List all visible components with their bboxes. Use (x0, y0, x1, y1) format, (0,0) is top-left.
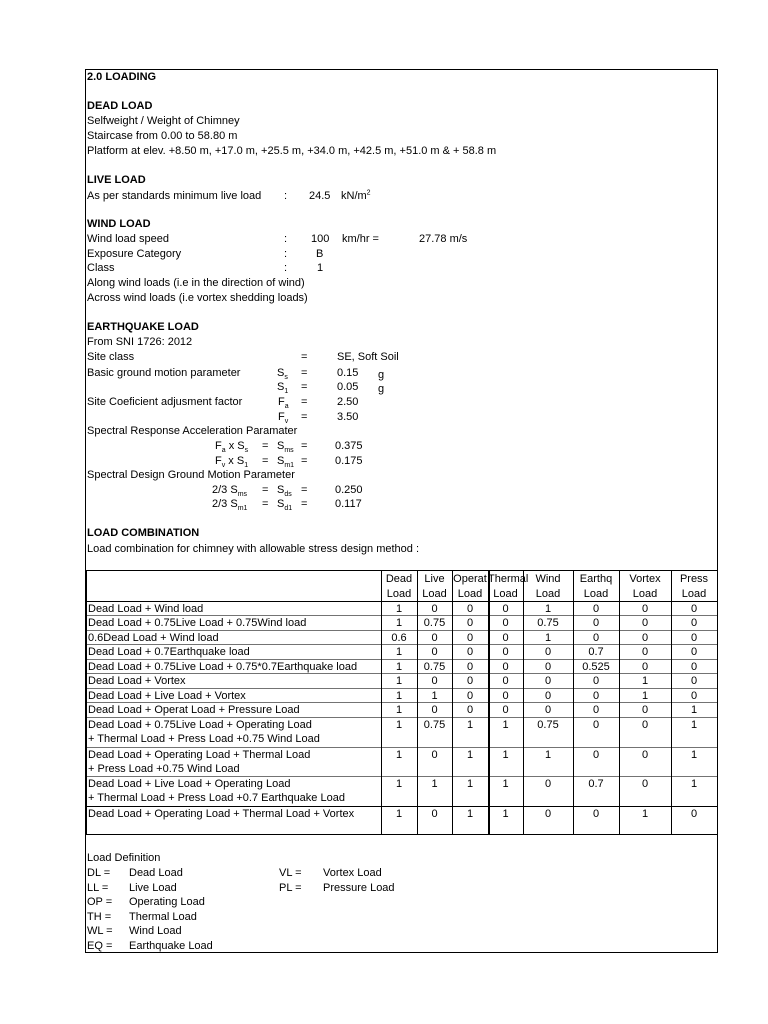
table-cell: 0 (690, 603, 698, 615)
table-cell: 0.7 (588, 778, 604, 790)
ss-symbol: $S_s$ (277, 367, 288, 382)
load-combination-heading: LOAD COMBINATION (87, 527, 200, 539)
exposure-label: Exposure Category (87, 248, 182, 260)
row-label: Dead Load + 0.75Live Load + 0.75*0.7Earthquake load (88, 661, 358, 673)
definition-abbr: TH = (87, 910, 112, 923)
sm1-eq1: = (262, 455, 269, 467)
section-title: 2.0 LOADING (87, 71, 157, 83)
table-cell: 0 (690, 808, 698, 820)
column-header: Load (535, 588, 561, 600)
wind-speed-value: 100 (311, 233, 330, 245)
table-cell: 1 (395, 646, 403, 658)
table-cell: 0 (431, 749, 438, 761)
dead-load-line: Platform at elev. +8.50 m, +17.0 m, +25.5 m, +34.0 m, +42.5 m, +51.0 m & + 58.8 m (87, 145, 497, 157)
table-cell: 0 (592, 632, 600, 644)
table-cell: 1 (395, 617, 403, 629)
column-header: Load (493, 588, 518, 600)
table-cell: 1 (690, 778, 698, 790)
table-cell: 0 (544, 661, 552, 673)
wind-speed-unit: km/hr = (342, 233, 379, 245)
table-cell: 0 (592, 603, 600, 615)
dead-load-line: Selfweight / Weight of Chimney (87, 115, 240, 127)
sds-value: 0.250 (335, 484, 363, 496)
row-label: Dead Load + 0.75Live Load + Operating Load (88, 719, 312, 731)
table-cell: 1 (544, 632, 552, 644)
table-cell: 1 (544, 603, 552, 615)
table-cell: 1 (395, 603, 403, 615)
definition-abbr: EQ = (87, 940, 113, 952)
table-cell: 0 (690, 632, 698, 644)
definition-name: Dead Load (129, 867, 183, 879)
sms-eq1: = (262, 440, 269, 452)
table-cell: 0 (641, 719, 649, 731)
table-cell: 0.75 (423, 617, 446, 629)
table-cell: 0 (502, 603, 509, 615)
class-value: 1 (317, 262, 324, 274)
sm1-eq2: = (301, 455, 308, 467)
bgmp-label: Basic ground motion parameter (87, 367, 241, 379)
definition-abbr: PL = (279, 881, 302, 894)
s1-symbol: $S_1$ (277, 381, 289, 396)
column-header: Vortex (629, 573, 661, 585)
table-cell: 0.6 (391, 632, 407, 644)
exposure-value: B (316, 248, 324, 260)
table-cell: 0 (544, 690, 552, 702)
table-cell: 1 (502, 749, 509, 761)
exposure-colon: : (284, 248, 288, 260)
table-cell: 1 (395, 749, 403, 761)
sms-symbol: $S_{ms}$ (277, 440, 294, 455)
table-cell: 0.75 (537, 617, 559, 629)
fa-eq: = (301, 396, 308, 408)
definition-name: Live Load (129, 881, 177, 894)
row-label: Dead Load + Wind load (88, 603, 204, 615)
ss-unit: g (378, 369, 385, 381)
table-cell: 0 (544, 646, 552, 658)
row-label: Dead Load + Operat Load + Pressure Load (88, 704, 300, 716)
table-cell: 0 (592, 690, 600, 702)
table-cell: 0 (431, 603, 438, 615)
column-header: Load (457, 588, 483, 600)
load-combination-description: Load combination for chimney with allowable stress design method : (87, 543, 420, 555)
table-cell: 0.525 (582, 661, 610, 673)
live-load-colon: : (284, 190, 288, 202)
definition-abbr: LL = (87, 881, 109, 894)
table-cell: 0 (641, 603, 649, 615)
table-cell: 0 (502, 661, 509, 673)
definition-abbr: VL = (279, 867, 302, 879)
table-cell: 0 (466, 646, 474, 658)
column-header: Load (386, 588, 412, 600)
table-cell: 0.75 (423, 661, 446, 673)
table-cell: 0 (544, 808, 552, 820)
definition-abbr: WL = (87, 925, 113, 938)
table-cell: 0 (466, 617, 474, 629)
table-cell: 0 (690, 617, 698, 629)
table-cell: 1 (395, 661, 403, 673)
row-label: Dead Load + Vortex (88, 675, 186, 687)
table-cell: 0 (466, 603, 474, 615)
table-cell: 0 (502, 646, 509, 658)
table-cell: 0.75 (423, 719, 446, 731)
table-cell: 0 (466, 632, 474, 644)
s1-eq: = (301, 381, 308, 393)
fv-value: 3.50 (337, 411, 359, 423)
row-label: Dead Load + 0.75Live Load + 0.75Wind load (88, 617, 307, 629)
fv-symbol: $F_v$ (278, 411, 289, 426)
srap-label: Spectral Response Acceleration Paramater (87, 425, 298, 437)
table-cell: 1 (466, 808, 474, 820)
table-cell: 1 (395, 675, 403, 687)
table-cell: 0 (502, 632, 509, 644)
along-wind-text: Along wind loads (i.e in the direction of wind) (87, 277, 305, 289)
table-cell: 1 (502, 778, 509, 790)
sca-label: Site Coeficient adjusment factor (87, 396, 243, 408)
sd1-eq1: = (262, 498, 269, 510)
table-cell: 0 (502, 690, 509, 702)
sm1-value: 0.175 (335, 455, 363, 467)
row-label: Dead Load + 0.7Earthquake load (88, 646, 250, 658)
sd1-value: 0.117 (335, 498, 362, 510)
table-cell: 1 (395, 719, 403, 731)
wind-load-heading: WIND LOAD (87, 218, 151, 230)
column-header: Load (583, 588, 609, 600)
table-cell: 0 (544, 704, 552, 716)
class-label: Class (87, 262, 115, 274)
table-cell: 0 (431, 632, 438, 644)
sd1-symbol: $S_{d1}$ (277, 498, 293, 513)
table-cell: 0 (641, 617, 649, 629)
column-header: Press (679, 573, 709, 585)
sm1-expression: $F_v$ x $S_1$ (215, 455, 249, 470)
column-header: Wind (535, 573, 561, 585)
table-cell: 1 (466, 719, 474, 731)
table-cell: 0 (641, 778, 649, 790)
sds-eq2: = (301, 484, 308, 496)
table-cell: 1 (395, 704, 403, 716)
table-cell: 1 (641, 675, 649, 687)
ss-value: 0.15 (337, 367, 359, 379)
table-cell: 0 (690, 690, 698, 702)
table-cell: 1 (641, 808, 649, 820)
table-cell: 1 (544, 749, 552, 761)
table-cell: 1 (431, 690, 438, 702)
table-cell: 0 (502, 704, 509, 716)
table-column-rule (717, 570, 718, 834)
table-cell: 1 (395, 690, 403, 702)
sm1-symbol: $S_{m1}$ (277, 455, 295, 470)
row-label: Dead Load + Operating Load + Thermal Load (88, 749, 311, 761)
definition-name: Vortex Load (323, 867, 382, 879)
table-cell: 0 (431, 704, 438, 716)
table-cell: 1 (690, 719, 698, 731)
table-cell: 1 (395, 808, 403, 820)
earthquake-heading: EARTHQUAKE LOAD (87, 321, 199, 333)
table-rule (86, 570, 717, 571)
table-cell: 0 (592, 719, 600, 731)
column-header: Load (422, 588, 447, 600)
table-cell: 0 (544, 778, 552, 790)
table-cell: 0 (431, 808, 438, 820)
column-header: Load (632, 588, 658, 600)
table-cell: 1 (431, 778, 438, 790)
row-label: Dead Load + Operating Load + Thermal Load + Vortex (88, 808, 355, 820)
definition-name: Operating Load (129, 896, 205, 909)
table-cell: 0 (641, 661, 649, 673)
dead-load-line: Staircase from 0.00 to 58.80 m (87, 130, 238, 142)
live-load-label: As per standards minimum live load (87, 190, 262, 202)
s1-unit: g (378, 383, 385, 395)
row-label: + Thermal Load + Press Load +0.7 Earthquake Load (88, 792, 345, 804)
table-cell: 0 (592, 808, 600, 820)
class-colon: : (284, 262, 288, 274)
table-cell: 0 (466, 675, 474, 687)
table-cell: 0 (690, 675, 698, 687)
table-cell: 0.7 (588, 646, 604, 658)
fa-value: 2.50 (337, 396, 359, 408)
across-wind-text: Across wind loads (i.e vortex shedding loads) (87, 292, 308, 304)
definition-abbr: OP = (87, 896, 113, 909)
fv-eq: = (301, 411, 308, 423)
site-class-value: SE, Soft Soil (337, 351, 399, 363)
column-header: Dead (385, 573, 413, 585)
table-cell: 1 (502, 719, 509, 731)
sdgmp-label: Spectral Design Ground Motion Parameter (87, 469, 295, 481)
table-cell: 0 (592, 704, 600, 716)
table-cell: 1 (466, 778, 474, 790)
live-load-unit: $kN/m^2$ (341, 189, 371, 202)
row-label: + Press Load +0.75 Wind Load (88, 763, 240, 775)
table-cell: 0 (641, 632, 649, 644)
table-cell: 0 (641, 646, 649, 658)
table-cell: 0 (466, 661, 474, 673)
table-cell: 1 (641, 690, 649, 702)
table-cell: 1 (502, 808, 509, 820)
table-cell: 1 (466, 749, 474, 761)
s1-value: 0.05 (337, 381, 359, 393)
sds-eq1: = (262, 484, 269, 496)
table-cell: 0 (544, 675, 552, 687)
table-cell: 1 (395, 778, 403, 790)
ss-eq: = (301, 367, 308, 379)
definition-name: Wind Load (129, 925, 182, 938)
table-cell: 0 (592, 617, 600, 629)
row-label: + Thermal Load + Press Load +0.75 Wind Load (88, 733, 320, 745)
table-cell: 0 (466, 704, 474, 716)
table-cell: 0 (641, 749, 649, 761)
wind-speed-colon: : (284, 233, 288, 245)
sd1-eq2: = (301, 498, 308, 510)
table-cell: 1 (690, 749, 698, 761)
site-class-eq: = (301, 351, 308, 363)
table-cell: 0.75 (537, 719, 559, 731)
table-cell: 0 (466, 690, 474, 702)
fa-symbol: $F_a$ (278, 396, 289, 411)
load-definition-heading: Load Definition (87, 852, 161, 864)
table-cell: 0 (690, 646, 698, 658)
earthquake-source: From SNI 1726: 2012 (87, 336, 193, 348)
row-label: 0.6Dead Load + Wind load (88, 632, 219, 644)
wind-speed-ms: 27.78 m/s (419, 233, 468, 245)
sds-expression: 2/3 $S_{ms}$ (212, 484, 248, 499)
table-column-rule (86, 570, 87, 834)
sms-expression: $F_a$ x $S_s$ (215, 440, 249, 455)
load-combination-table (86, 570, 717, 834)
site-class-label: Site class (87, 351, 135, 363)
table-rule (86, 834, 717, 835)
row-label: Dead Load + Live Load + Operating Load (88, 778, 291, 790)
table-cell: 0 (592, 749, 600, 761)
wind-speed-label: Wind load speed (87, 233, 169, 245)
sms-value: 0.375 (335, 440, 363, 452)
table-cell: 0 (641, 704, 649, 716)
table-cell: 0 (502, 675, 509, 687)
column-header: Live (424, 573, 445, 585)
table-cell: 0 (592, 675, 600, 687)
live-load-value: 24.5 (309, 190, 331, 202)
table-cell: 0 (431, 675, 438, 687)
sms-eq2: = (301, 440, 308, 452)
column-header: Thermal (488, 573, 529, 585)
definition-name: Pressure Load (323, 881, 395, 894)
live-load-heading: LIVE LOAD (87, 174, 146, 186)
dead-load-heading: DEAD LOAD (87, 100, 153, 112)
table-cell: 1 (690, 704, 698, 716)
column-header: Earthq (579, 573, 613, 585)
sds-symbol: $S_{ds}$ (277, 484, 292, 499)
column-header: Operat (453, 573, 487, 585)
definition-name: Thermal Load (129, 910, 197, 923)
column-header: Load (681, 588, 707, 600)
table-cell: 0 (690, 661, 698, 673)
definition-name: Earthquake Load (129, 940, 213, 952)
table-cell: 0 (502, 617, 509, 629)
definition-abbr: DL = (87, 867, 111, 879)
row-label: Dead Load + Live Load + Vortex (88, 690, 246, 702)
sd1-expression: 2/3 $S_{m1}$ (212, 498, 248, 513)
table-cell: 0 (431, 646, 438, 658)
